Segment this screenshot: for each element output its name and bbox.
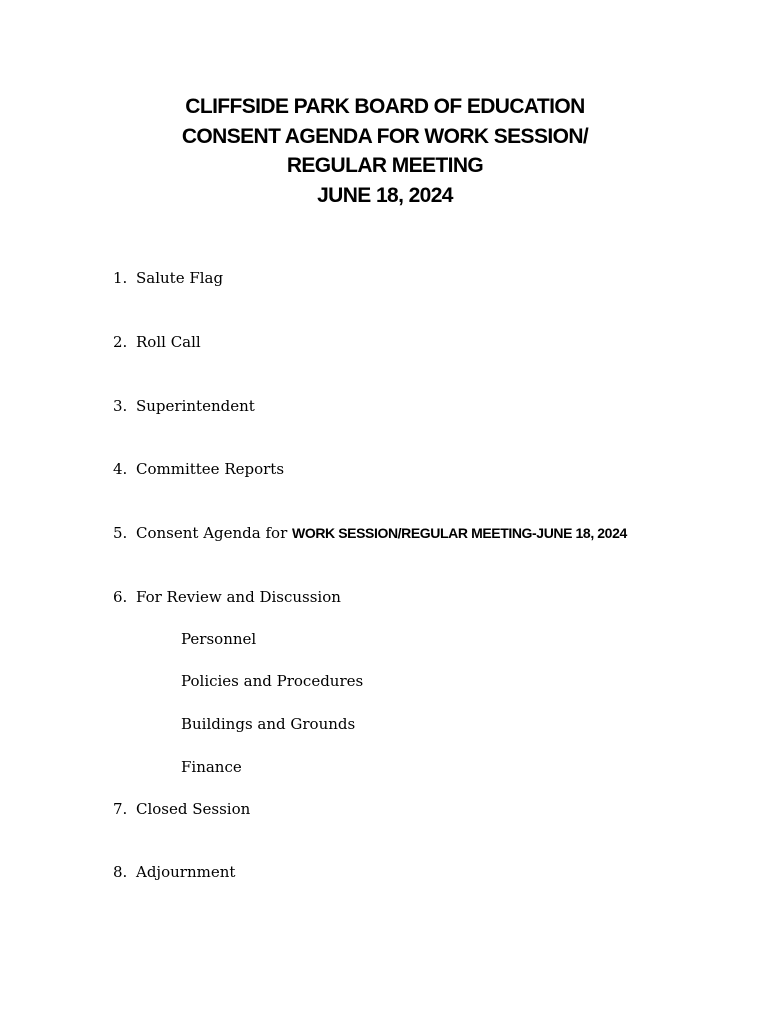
agenda-item-meeting-reference: WORK SESSION/REGULAR MEETING-JUNE 18, 2024	[292, 525, 627, 541]
agenda-item-text: Adjournment	[136, 863, 236, 881]
agenda-item-text: Closed Session	[136, 800, 251, 818]
agenda-item-consent-agenda	[113, 523, 627, 543]
agenda-item-committee-reports	[113, 459, 284, 479]
title-line-meeting: REGULAR MEETING	[286, 154, 484, 177]
review-subitem-personnel: Personnel	[181, 630, 257, 648]
agenda-item-text: Committee Reports	[136, 460, 285, 478]
title-line-agenda: CONSENT AGENDA FOR WORK SESSION/	[181, 124, 589, 148]
agenda-item-number: 1.	[113, 269, 128, 287]
review-subitem-buildings: Buildings and Grounds	[181, 715, 356, 733]
agenda-item-text: For Review and Discussion	[136, 588, 341, 606]
agenda-item-closed-session	[113, 799, 250, 819]
review-subitem-finance: Finance	[181, 758, 242, 776]
agenda-item-number: 7.	[113, 800, 128, 818]
agenda-item-adjournment	[113, 862, 235, 882]
review-subitem-policies: Policies and Procedures	[181, 672, 364, 690]
agenda-item-text: Roll Call	[136, 333, 201, 351]
agenda-item-superintendent	[113, 396, 255, 416]
agenda-item-number: 4.	[113, 460, 128, 478]
agenda-item-number: 6.	[113, 588, 128, 606]
agenda-item-number: 2.	[113, 333, 128, 351]
agenda-item-review-discussion	[113, 587, 341, 607]
title-line-date: JUNE 18, 2024	[317, 183, 453, 207]
agenda-item-text: Salute Flag	[136, 269, 224, 287]
agenda-item-salute-flag	[113, 268, 223, 288]
agenda-item-number: 3.	[113, 397, 128, 415]
agenda-item-roll-call	[113, 332, 201, 352]
agenda-item-text: Consent Agenda for	[136, 524, 293, 542]
agenda-item-number: 5.	[113, 524, 128, 542]
title-line-board: CLIFFSIDE PARK BOARD OF EDUCATION	[185, 95, 585, 118]
agenda-item-number: 8.	[113, 863, 128, 881]
agenda-item-text: Superintendent	[136, 397, 255, 415]
document-title	[0, 92, 770, 210]
